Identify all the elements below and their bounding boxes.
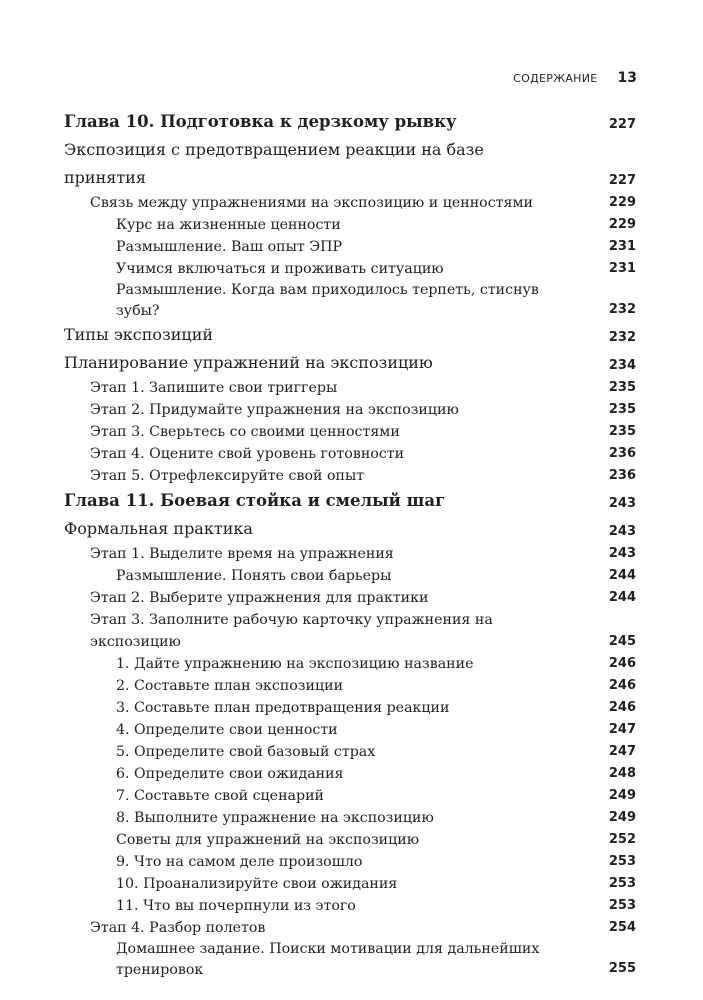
toc-entry-page: 247 [608, 744, 636, 759]
toc-subsection-entry [64, 399, 636, 421]
toc-entry-page: 246 [608, 656, 636, 671]
toc-entry-page: 245 [608, 634, 636, 649]
toc-entry-title: Этап 4. Разбор полетов [90, 920, 266, 936]
toc-entry-page: 235 [608, 424, 636, 439]
toc-entry-page: 236 [608, 468, 636, 483]
section-title: СОДЕРЖАНИЕ [513, 72, 598, 85]
toc-entry-page: 232 [608, 302, 636, 317]
toc-entry-page: 229 [608, 217, 636, 232]
toc-entry-title: Советы для упражнений на экспозицию [116, 832, 420, 848]
toc-entry-page: 229 [608, 195, 636, 210]
page-number: 13 [617, 70, 637, 86]
toc-entry-page: 231 [608, 239, 636, 254]
toc-subsubsection-entry [64, 741, 636, 763]
toc-subsubsection-entry [64, 873, 636, 895]
toc-entry-page: 243 [608, 524, 636, 539]
toc-entry-title: 3. Составьте план предотвращения реакции [116, 700, 450, 716]
toc-entry-title: Глава 10. Подготовка к дерзкому рывку [64, 112, 457, 131]
toc-entry-page: 253 [608, 876, 636, 891]
toc-subsection-entry [64, 421, 636, 443]
toc-entry-page: 231 [608, 261, 636, 276]
toc-entry-page: 236 [608, 446, 636, 461]
toc-subsection-entry [64, 377, 636, 399]
toc-subsubsection-entry [64, 895, 636, 917]
toc-subsubsection-entry [64, 851, 636, 873]
toc-entry-page: 249 [608, 788, 636, 803]
toc-entry-page: 235 [608, 402, 636, 417]
toc-entry-title: Этап 5. Отрефлексируйте свой опыт [90, 468, 365, 484]
toc-entry-title: Учимся включаться и проживать ситуацию [116, 261, 444, 277]
toc-entry-title: Этап 1. Выделите время на упражнения [90, 546, 394, 562]
toc-entry-page: 254 [608, 920, 636, 935]
toc-entry-page: 235 [608, 380, 636, 395]
toc-entry-title: 4. Определите свои ценности [116, 722, 338, 738]
toc-entry-page: 247 [608, 722, 636, 737]
toc-entry-title: Связь между упражнениями на экспозицию и ценностями [90, 195, 533, 211]
toc-subsection-entry [64, 443, 636, 465]
toc-entry-page: 227 [608, 117, 636, 132]
toc-section-entry [64, 321, 636, 349]
toc-entry-title: Этап 3. Сверьтесь со своими ценностями [90, 424, 400, 440]
toc-subsubsection-entry [64, 807, 636, 829]
toc-entry-title: Планирование упражнений на экспозицию [64, 353, 433, 372]
toc-subsection-entry [64, 465, 636, 487]
toc-entry-title: 11. Что вы почерпнули из этого [116, 898, 356, 914]
toc-entry-title: 2. Составьте план экспозиции [116, 678, 344, 694]
toc-entry-page: 243 [608, 496, 636, 511]
toc-section-entry [64, 136, 636, 192]
toc-entry-title: Этап 3. Заполните рабочую карточку упражнения на экспозицию [90, 612, 493, 650]
toc-section-entry [64, 515, 636, 543]
toc-chapter-entry [64, 108, 636, 136]
toc-entry-page: 234 [608, 358, 636, 373]
toc-entry-title: 10. Проанализируйте свои ожидания [116, 876, 398, 892]
running-head [513, 70, 637, 86]
toc-entry-page: 246 [608, 700, 636, 715]
toc-entry-page: 249 [608, 810, 636, 825]
toc-subsection-entry [64, 543, 636, 565]
toc-subsubsection-entry [64, 763, 636, 785]
toc-entry-title: Этап 1. Запишите свои триггеры [90, 380, 338, 396]
toc-entry-title: 8. Выполните упражнение на экспозицию [116, 810, 434, 826]
toc-entry-page: 244 [608, 590, 636, 605]
toc-entry-page: 248 [608, 766, 636, 781]
toc-subsubsection-entry [64, 236, 636, 258]
toc-subsubsection-entry [64, 939, 636, 980]
toc-subsection-entry [64, 917, 636, 939]
toc-entry-title: 6. Определите свои ожидания [116, 766, 344, 782]
toc-subsubsection-entry [64, 697, 636, 719]
toc-entry-title: 1. Дайте упражнению на экспозицию название [116, 656, 474, 672]
toc-section-entry [64, 349, 636, 377]
toc-subsection-entry [64, 609, 636, 653]
toc-subsubsection-entry [64, 829, 636, 851]
toc-subsubsection-entry [64, 653, 636, 675]
toc-subsubsection-entry [64, 565, 636, 587]
toc-entry-title: 5. Определите свой базовый страх [116, 744, 376, 760]
toc-entry-title: Этап 4. Оцените свой уровень готовности [90, 446, 405, 462]
toc-entry-page: 227 [608, 173, 636, 188]
toc-entry-title: Глава 11. Боевая стойка и смелый шаг [64, 491, 446, 510]
toc-entry-title: Этап 2. Придумайте упражнения на экспозицию [90, 402, 459, 418]
toc-chapter-entry [64, 487, 636, 515]
toc-subsubsection-entry [64, 719, 636, 741]
toc-entry-page: 243 [608, 546, 636, 561]
toc-entry-title: 7. Составьте свой сценарий [116, 788, 324, 804]
toc-subsection-entry [64, 192, 636, 214]
toc-entry-page: 253 [608, 898, 636, 913]
toc-subsubsection-entry [64, 214, 636, 236]
toc-entry-title: Этап 2. Выберите упражнения для практики [90, 590, 429, 606]
toc-entry-title: Типы экспозиций [64, 325, 214, 344]
toc-subsection-entry [64, 587, 636, 609]
toc-entry-page: 253 [608, 854, 636, 869]
toc-entry-title: Формальная практика [64, 519, 253, 538]
toc-entry-title: 9. Что на самом деле произошло [116, 854, 363, 870]
toc-entry-page: 244 [608, 568, 636, 583]
toc-subsubsection-entry [64, 280, 636, 321]
toc-entry-title: Домашнее задание. Поиски мотивации для дальнейших тренировок [116, 941, 540, 978]
toc-subsubsection-entry [64, 675, 636, 697]
toc-entry-title: Экспозиция с предотвращением реакции на базе принятия [64, 140, 484, 187]
toc-entry-page: 232 [608, 330, 636, 345]
toc-entry-page: 252 [608, 832, 636, 847]
toc-entry-title: Курс на жизненные ценности [116, 217, 341, 233]
toc-entry-title: Размышление. Когда вам приходилось терпеть, стиснув зубы? [116, 282, 539, 319]
toc-subsubsection-entry [64, 785, 636, 807]
toc-subsubsection-entry [64, 258, 636, 280]
toc-entry-page: 246 [608, 678, 636, 693]
toc-entry-title: Размышление. Понять свои барьеры [116, 568, 392, 584]
table-of-contents [64, 108, 636, 980]
toc-entry-title: Размышление. Ваш опыт ЭПР [116, 239, 343, 255]
toc-entry-page: 255 [608, 961, 636, 976]
